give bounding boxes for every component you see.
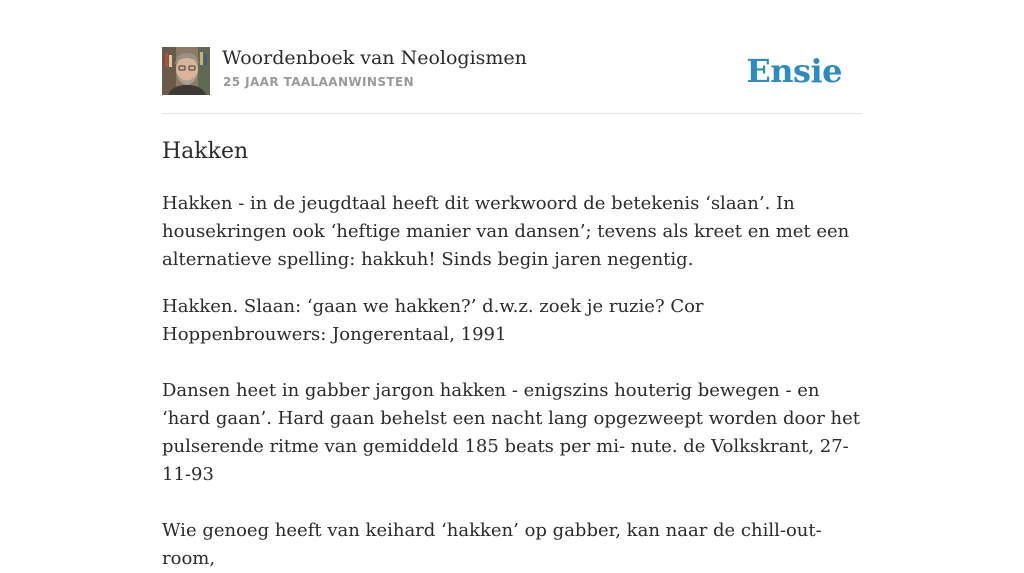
site-header	[162, 46, 862, 114]
entry-content	[162, 138, 862, 573]
author-avatar[interactable]	[162, 47, 210, 95]
entry-paragraph: Hakken. Slaan: ‘gaan we hakken?’ d.w.z. zoek je ruzie? Cor Hoppenbrouwers: Jongerentaal, 1991	[162, 296, 704, 345]
blog-title[interactable]: Woordenboek van Neologismen	[222, 47, 527, 69]
entry-paragraph: Dansen heet in gabber jargon hakken - enigszins houterig bewegen - en ‘hard gaan’. Hard gaan behelst een nacht lang opgezweept worden door het pulserende ritme van gemiddeld 185 beats per mi- nute. de Volkskrant, 27-11-93	[162, 380, 861, 485]
entry-paragraph: Wie genoeg heeft van keihard ‘hakken’ op gabber, kan naar de chill-out-room,	[162, 520, 822, 569]
brand-logo[interactable]: Ensie	[746, 52, 842, 90]
entry-paragraph: Hakken - in de jeugdtaal heeft dit werkwoord de betekenis ‘slaan’. In housekringen ook ‘heftige manier van dansen’; tevens als kreet en met een alternatieve spelling: hakkuh! Sinds begin jaren negentig.	[162, 193, 850, 270]
entry-title: Hakken	[162, 139, 249, 164]
avatar-portrait-icon	[162, 47, 210, 95]
blog-subtitle: 25 JAAR TAALAANWINSTEN	[223, 75, 415, 89]
